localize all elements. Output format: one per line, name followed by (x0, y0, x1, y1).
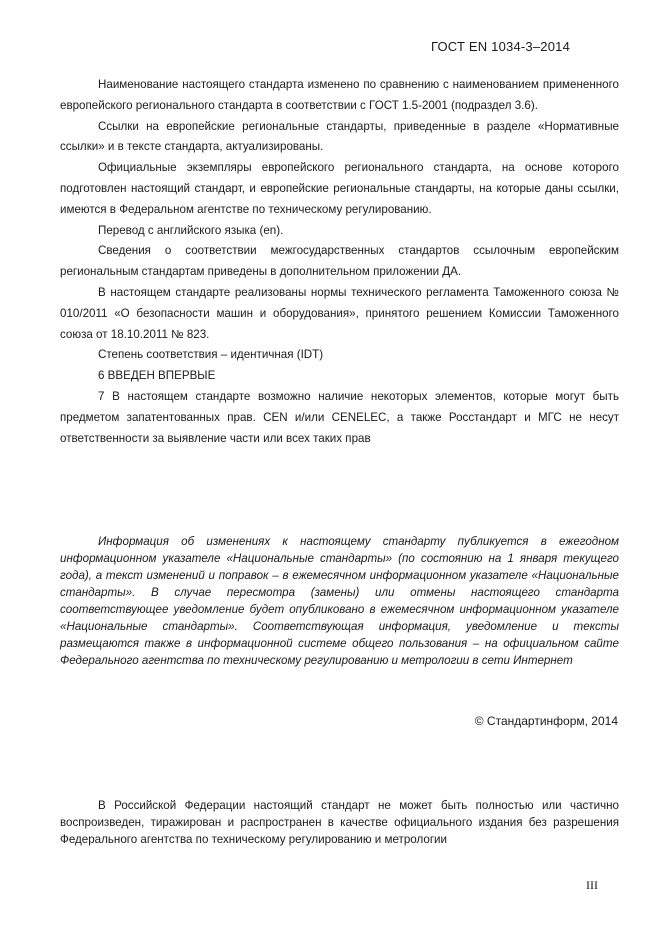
paragraph-official-copies: Официальные экземпляры европейского регионального стандарта, на основе которого подготовлен настоящий стандарт, и европейские региональные стандарты, на которые даны ссылки, имеются в Федеральном агентстве по техническому регулированию. (60, 161, 619, 216)
paragraph-patents: 7 В настоящем стандарте возможно наличие некоторых элементов, которые могут быть предметом запатентованных прав. CEN и/или CENELEC, а также Росстандарт и МГС не несут ответственности за выявление части или всех таких прав (60, 389, 619, 445)
copyright: © Стандартинформ, 2014 (474, 714, 618, 728)
rights-notice: В Российской Федерации настоящий стандарт не может быть полностью или частично воспроизведен, тиражирован и распространен в качестве официального издания без разрешения Федерального агентства по техническому регулированию и метрологии (60, 799, 619, 846)
paragraph-title-change: Наименование настоящего стандарта изменено по сравнению с наименованием примененного европейского регионального стандарта в соответствии с ГОСТ 1.5-2001 (подраздел 3.6). (60, 78, 619, 112)
foreword-body (60, 75, 619, 449)
paragraph-translation: Перевод с английского языка (en). (98, 223, 284, 237)
standard-code-header: ГОСТ EN 1034-3–2014 (430, 39, 570, 54)
paragraph-conformity-info: Сведения о соответствии межгосударственных стандартов ссылочным европейским региональным стандартам приведены в дополнительном приложении ДА. (60, 244, 619, 279)
info-notice: Информация об изменениях к настоящему стандарту публикуется в ежегодном информационном указателе «Национальные стандарты» (по состоянию на 1 января текущего года), а текст изменений и поправок – в ежемесячном информационном указателе «Национальные стандарты». В случае пересмотра (замены) или отмены настоящего стандарта соответствующее уведомление будет опубликовано в ежемесячном информационном указателе «Национальные стандарты». Соответствующая информация, уведомление и тексты размещаются также в информационной системе общего пользования – на официальном сайте Федерального агентства по техническому регулированию и метрологии в сети Интернет (60, 535, 619, 667)
paragraph-introduced: 6 ВВЕДЕН ВПЕРВЫЕ (98, 369, 216, 383)
paragraph-degree: Степень соответствия – идентичная (IDT) (98, 348, 324, 362)
paragraph-regulation: В настоящем стандарте реализованы нормы технического регламента Таможенного союза № 010/2011 «О безопасности машин и оборудования», принятого решением Комиссии Таможенного союза от 18.10.2011 № 823. (60, 285, 619, 341)
paragraph-references: Ссылки на европейские региональные стандарты, приведенные в разделе «Нормативные ссылки» и в тексте стандарта, актуализированы. (60, 119, 619, 154)
page-number: III (586, 878, 598, 892)
